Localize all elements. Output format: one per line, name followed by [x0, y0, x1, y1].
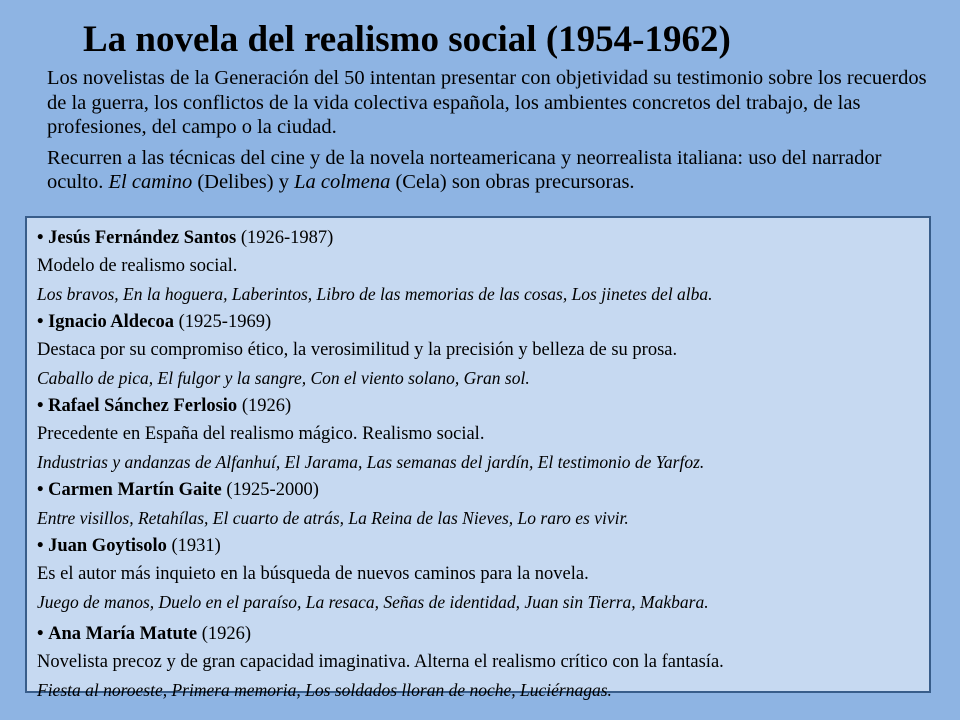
intro-text	[47, 66, 927, 201]
author-description: Precedente en España del realismo mágico. Realismo social.	[37, 424, 485, 444]
author-works: Entre visillos, Retahílas, El cuarto de atrás, La Reina de las Nieves, Lo raro es vivir.	[37, 508, 629, 528]
author-heading	[37, 620, 919, 648]
author-works: Fiesta al noroeste, Primera memoria, Los soldados lloran de noche, Luciérnagas.	[37, 680, 612, 700]
author-description: Es el autor más inquieto en la búsqueda de nuevos caminos para la novela.	[37, 564, 589, 584]
bullet-icon: •	[37, 312, 44, 332]
author-heading	[37, 392, 919, 420]
author-heading	[37, 224, 919, 252]
intro-p2-text-end: (Cela) son obras precursoras.	[390, 171, 635, 193]
bullet-icon: •	[37, 228, 44, 248]
author-heading	[37, 532, 919, 560]
author-years: (1926)	[237, 396, 292, 416]
author-years: (1926-1987)	[236, 228, 334, 248]
author-description: Novelista precoz y de gran capacidad imaginativa. Alterna el realismo crítico con la fantasía.	[37, 652, 724, 672]
author-years: (1925-1969)	[174, 312, 272, 332]
slide-title: La novela del realismo social (1954-1962)	[83, 19, 731, 60]
author-name: Juan Goytisolo	[48, 536, 167, 556]
author-heading	[37, 308, 919, 336]
bullet-icon: •	[37, 536, 44, 556]
bullet-icon: •	[37, 480, 44, 500]
author-name: Jesús Fernández Santos	[48, 228, 237, 248]
author-name: Carmen Martín Gaite	[48, 480, 222, 500]
intro-paragraph-1: Los novelistas de la Generación del 50 intentan presentar con objetividad su testimonio sobre los recuerdos de la guerra, los conflictos de la vida colectiva española, los ambientes concretos del trabajo, de las profesiones, del campo o la ciudad.	[47, 67, 927, 138]
work-title-la-colmena: La colmena	[294, 171, 391, 193]
author-name: Ana María Matute	[48, 624, 198, 644]
author-years: (1925-2000)	[221, 480, 319, 500]
authors-box	[25, 216, 931, 700]
author-description: Modelo de realismo social.	[37, 256, 238, 276]
work-title-el-camino: El camino	[108, 171, 193, 193]
author-works: Los bravos, En la hoguera, Laberintos, Libro de las memorias de las cosas, Los jinetes del alba.	[37, 284, 713, 304]
intro-p2-text-mid: (Delibes) y	[192, 171, 295, 193]
author-name: Rafael Sánchez Ferlosio	[48, 396, 238, 416]
intro-p2-text: Recurren a las técnicas del cine y de la novela norteamericana y neorrealista italiana: uso del narrador oculto.	[47, 146, 882, 193]
bullet-icon: •	[37, 396, 44, 416]
author-works: Juego de manos, Duelo en el paraíso, La resaca, Señas de identidad, Juan sin Tierra, Makbara.	[37, 592, 709, 612]
author-years: (1931)	[166, 536, 221, 556]
author-description: Destaca por su compromiso ético, la verosimilitud y la precisión y belleza de su prosa.	[37, 340, 678, 360]
author-years: (1926)	[197, 624, 252, 644]
intro-paragraph-2	[47, 146, 927, 195]
author-works: Industrias y andanzas de Alfanhuí, El Jarama, Las semanas del jardín, El testimonio de Yarfoz.	[37, 452, 705, 472]
author-heading	[37, 476, 919, 504]
author-works: Caballo de pica, El fulgor y la sangre, Con el viento solano, Gran sol.	[37, 368, 530, 388]
author-name: Ignacio Aldecoa	[48, 312, 175, 332]
bullet-icon: •	[37, 624, 44, 644]
